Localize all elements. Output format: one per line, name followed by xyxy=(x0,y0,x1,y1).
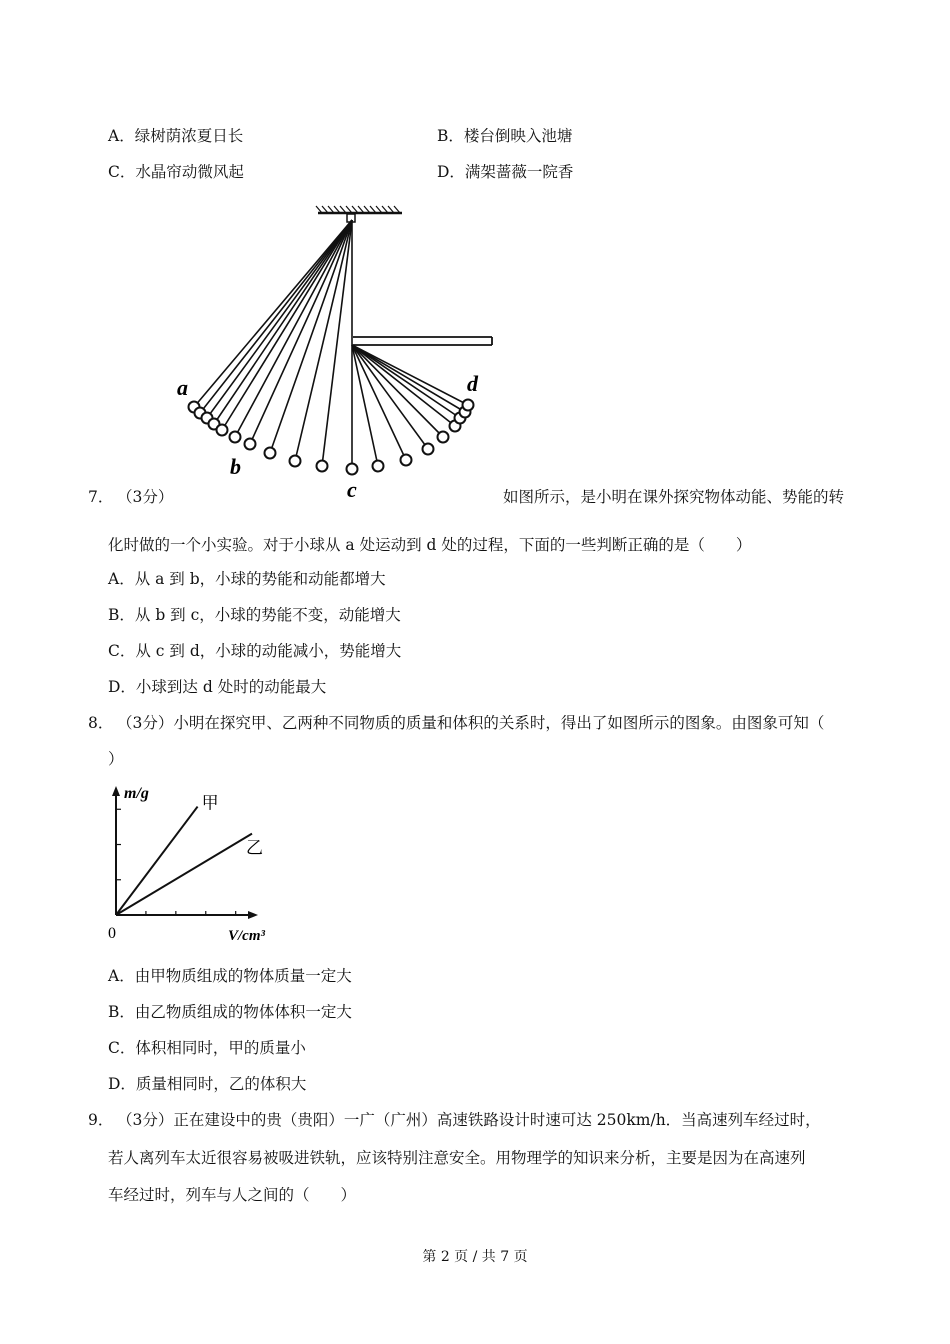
pendulum-label-c: c xyxy=(347,477,357,502)
series-label-yi: 乙 xyxy=(246,838,263,859)
q8-stem-line1: （3分）小明在探究甲、乙两种不同物质的质量和体积的关系时，得出了如图所示的图象。由图象可知（ xyxy=(117,714,825,732)
pendulum-bob xyxy=(401,455,412,466)
pendulum-string xyxy=(352,345,406,460)
pendulum-bob xyxy=(373,461,384,472)
q7-option-a: A．从 a 到 b，小球的势能和动能都增大 xyxy=(108,570,386,588)
y-axis-label: m/g xyxy=(124,785,149,802)
x-axis-label: V/cm³ xyxy=(228,928,265,944)
pendulum-string xyxy=(352,345,468,405)
q7-option-c: C．从 c 到 d，小球的动能减小，势能增大 xyxy=(108,642,402,660)
y-axis-arrow xyxy=(112,786,120,796)
origin-label: 0 xyxy=(108,925,116,942)
q7-stem-part1: 如图所示，是小明在课外探究物体动能、势能的转 xyxy=(503,488,845,506)
q9-number: 9． xyxy=(88,1111,114,1129)
pendulum-string xyxy=(352,345,460,418)
pendulum-bob xyxy=(230,432,241,443)
q8-stem-line2: ） xyxy=(108,750,124,768)
mass-volume-chart xyxy=(100,778,280,948)
q9-line2: 若人离列车太近很容易被吸进铁轨，应该特别注意安全。用物理学的知识来分析，主要是因为在高速列 xyxy=(108,1149,806,1167)
pendulum-string xyxy=(207,220,352,418)
q8-option-d: D．质量相同时，乙的体积大 xyxy=(108,1075,307,1093)
q7-score: （3分） xyxy=(117,488,174,506)
pendulum-bob xyxy=(217,425,228,436)
q7-stem-part2: 化时做的一个小实验。对于小球从 a 处运动到 d 处的过程，下面的一些判断正确的是（ ） xyxy=(108,536,752,554)
q8-option-a: A．由甲物质组成的物体质量一定大 xyxy=(108,967,352,985)
pendulum-bob xyxy=(463,400,474,411)
q8-option-b: B．由乙物质组成的物体体积一定大 xyxy=(108,1003,352,1021)
q6-option-c: C．水晶帘动微风起 xyxy=(108,163,244,181)
pendulum-bob xyxy=(347,464,358,475)
pendulum-bob xyxy=(423,444,434,455)
q8-option-c: C．体积相同时，甲的质量小 xyxy=(108,1039,306,1057)
q9-line3: 车经过时，列车与人之间的（ ） xyxy=(108,1186,357,1204)
pendulum-string xyxy=(194,220,352,407)
q7-option-b: B．从 b 到 c，小球的势能不变，动能增大 xyxy=(108,606,401,624)
pendulum-string xyxy=(222,220,352,430)
pendulum-bob xyxy=(290,456,301,467)
series-label-jia: 甲 xyxy=(201,793,219,814)
series-line-yi xyxy=(116,834,252,915)
pendulum-label-d: d xyxy=(467,371,478,396)
pendulum-bob xyxy=(265,448,276,459)
x-axis-arrow xyxy=(248,911,258,919)
pendulum-string xyxy=(270,220,352,453)
q7-option-d: D．小球到达 d 处时的动能最大 xyxy=(108,678,327,696)
q7-number: 7． xyxy=(88,488,114,506)
q6-option-a: A．绿树荫浓夏日长 xyxy=(108,127,244,145)
pendulum-label-a: a xyxy=(177,375,188,400)
pendulum-bob xyxy=(438,432,449,443)
q9-line1: （3分）正在建设中的贵（贵阳）一广（广州）高速铁路设计时速可达 250km/h．当高速列车经过时， xyxy=(117,1111,821,1129)
pendulum-string xyxy=(235,220,352,437)
page-footer: 第 2 页 / 共 7 页 xyxy=(422,1249,528,1265)
series-line-jia xyxy=(116,807,198,915)
pendulum-bob xyxy=(245,439,256,450)
pendulum-bob xyxy=(317,461,328,472)
q6-option-d: D．满架蔷薇一院香 xyxy=(437,163,574,181)
q8-number: 8． xyxy=(88,714,114,732)
pendulum-label-b: b xyxy=(230,454,241,479)
pendulum-string xyxy=(250,220,352,444)
q6-option-b: B．楼台倒映入池塘 xyxy=(437,127,573,145)
